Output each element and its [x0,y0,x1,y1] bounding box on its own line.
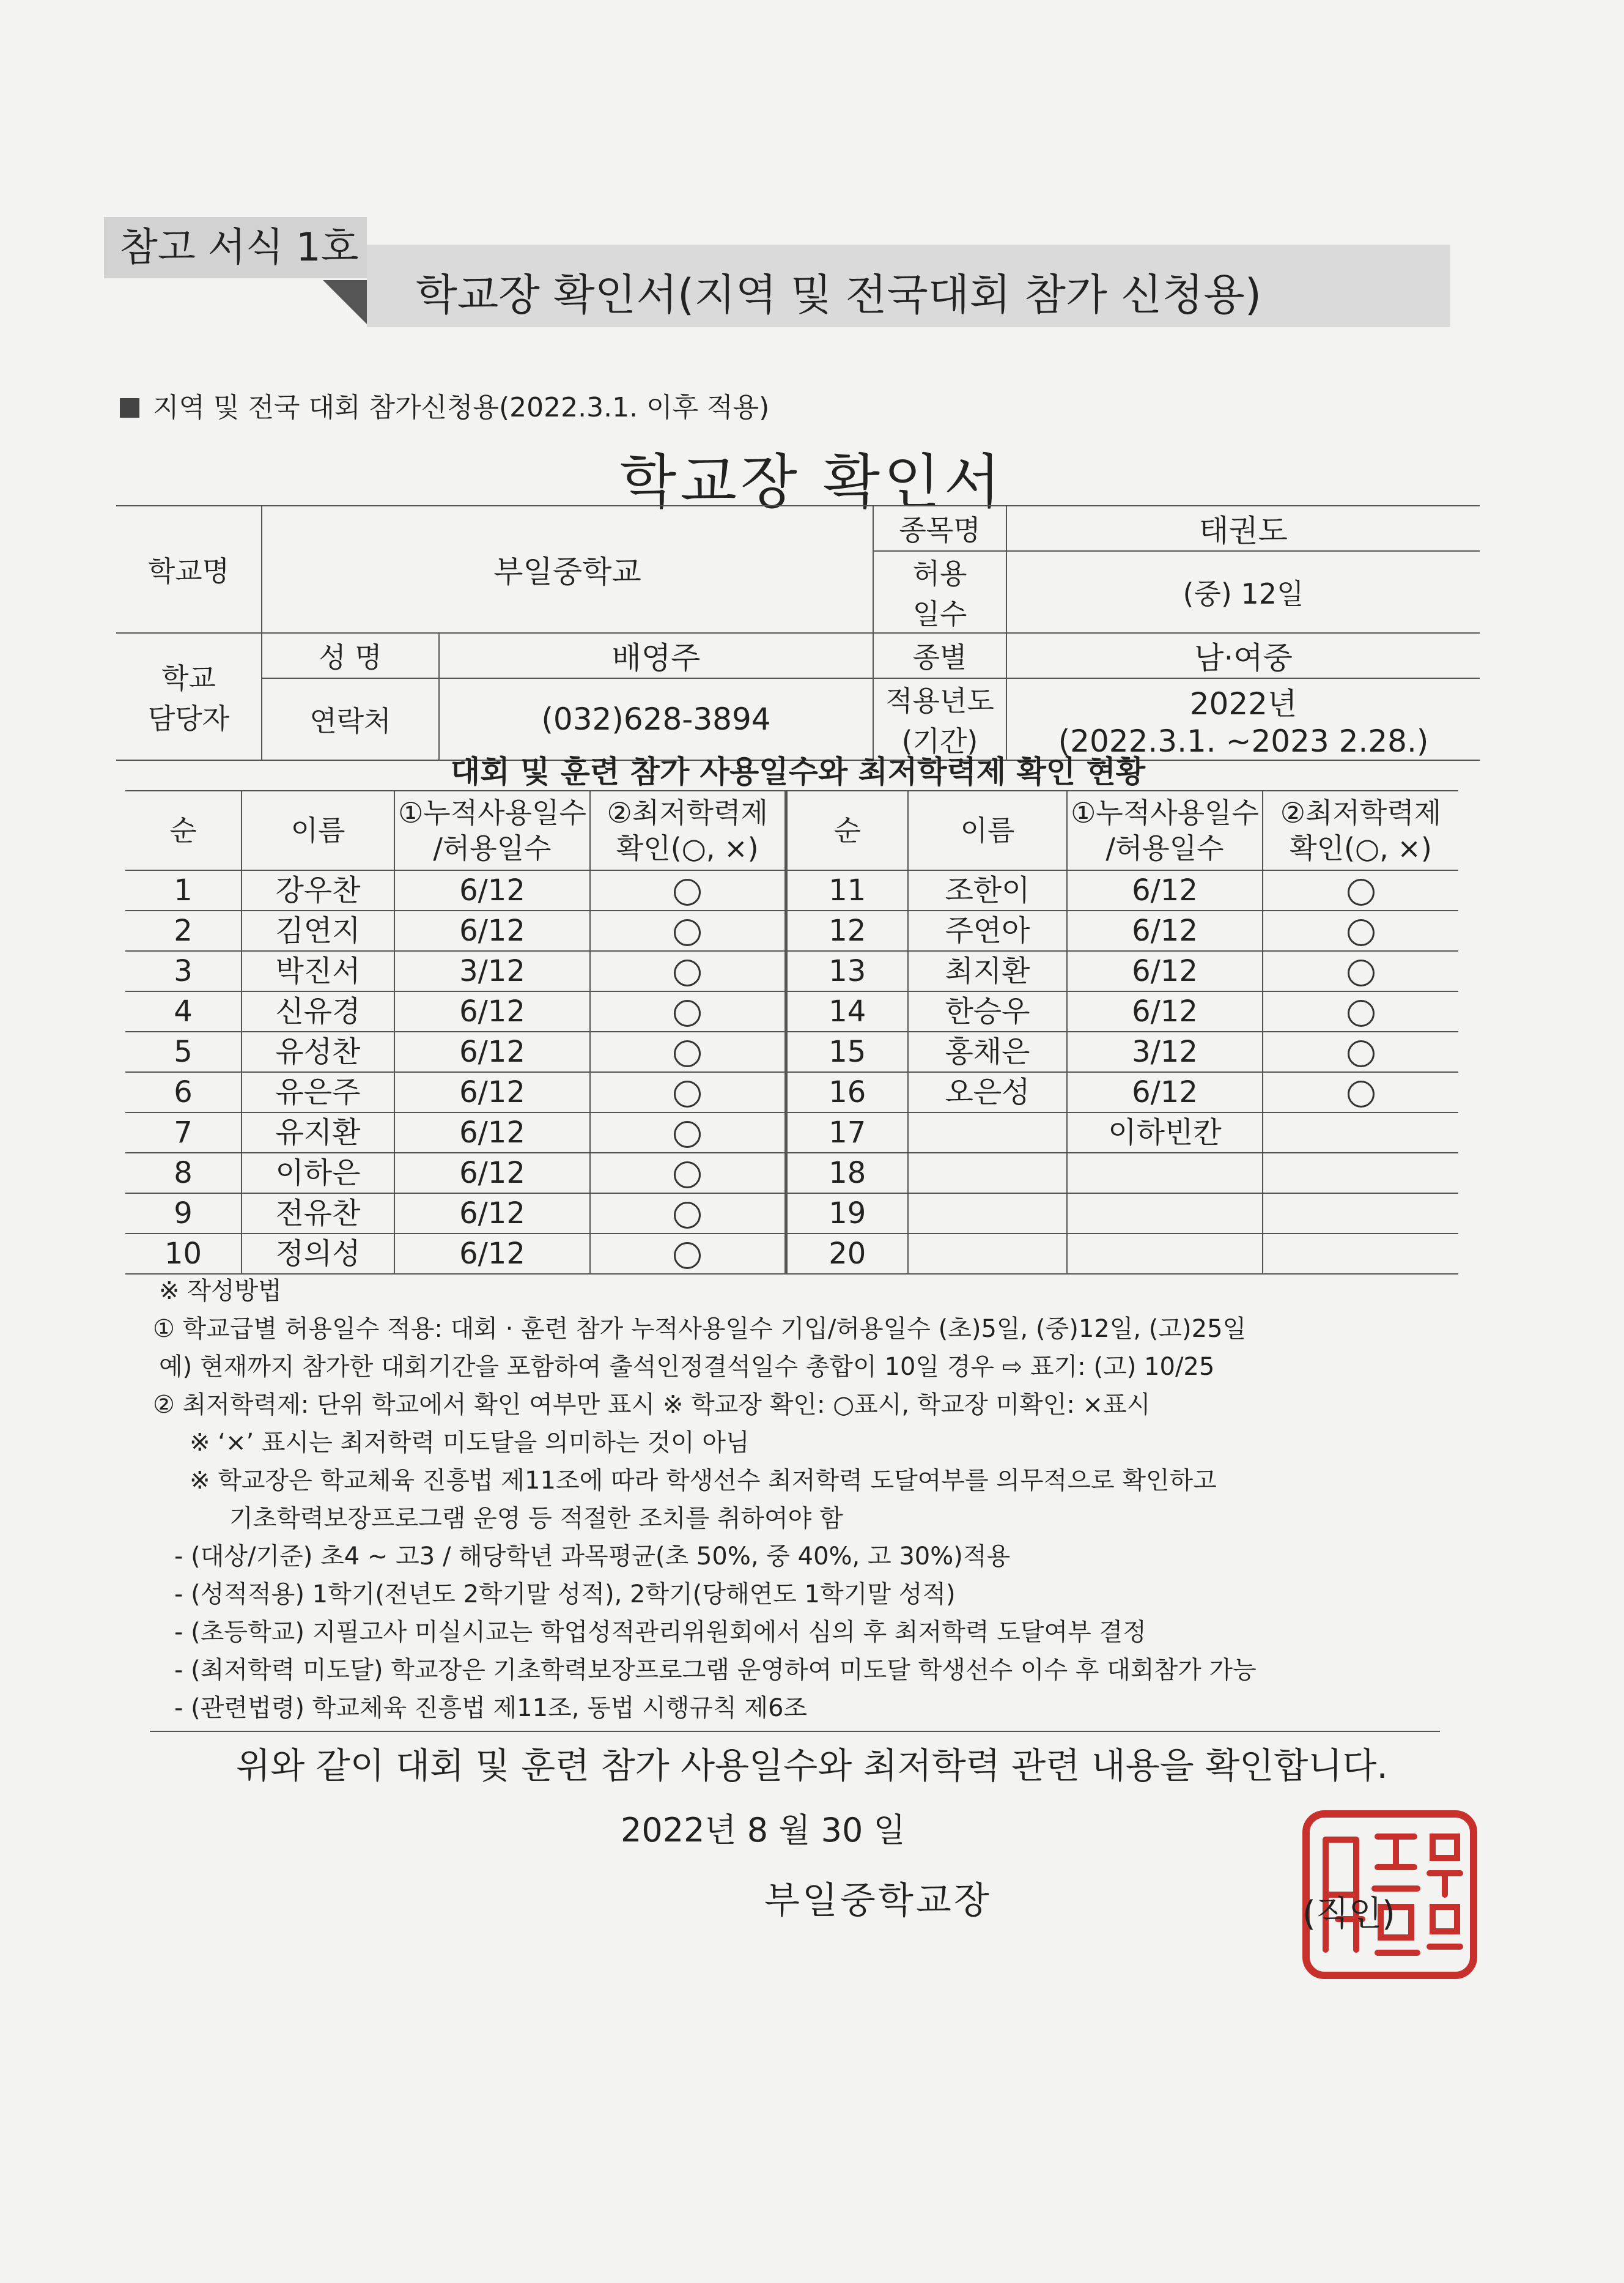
academic-check [1263,1193,1458,1234]
days-used: 3/12 [394,951,590,991]
academic-check [590,1072,786,1112]
event-label: 종목명 [873,506,1006,551]
academic-check [1263,951,1458,991]
days-used [1067,1234,1263,1274]
row-number: 10 [125,1234,242,1274]
days-used: 6/12 [394,870,590,911]
issue-date: 2022년 8 월 30 일 [621,1811,906,1849]
circle-mark-icon [674,960,701,986]
name-label: 성 명 [262,633,439,678]
days-used: 6/12 [1067,911,1263,951]
row-number: 20 [786,1234,908,1274]
row-number: 2 [125,911,242,951]
circle-mark-icon [674,1040,701,1067]
note-line: 기초학력보장프로그램 운영 등 적절한 조치를 취하여야 함 [229,1504,843,1533]
note-line: - (초등학교) 지필고사 미실시교는 학업성적관리위원회에서 심의 후 최저학력 도달여부 결정 [174,1618,1146,1646]
note-line: - (최저학력 미도달) 학교장은 기초학력보장프로그램 운영하여 미도달 학생선수 이수 후 대회참가 가능 [174,1656,1257,1684]
col-name: 이름 [908,791,1067,870]
allowed-days-value: (중) 12일 [1006,551,1480,633]
academic-check [590,1153,786,1193]
table-row [125,1112,1458,1153]
name-value: 배영주 [439,633,873,678]
col-no: 순 [125,791,242,870]
table-header-row [125,791,1458,870]
row-number: 8 [125,1153,242,1193]
row-number: 4 [125,991,242,1032]
period-label: 적용년도 (기간) [873,678,1006,760]
writing-instructions [153,1272,1516,1727]
days-used: 6/12 [394,1234,590,1274]
athlete-name: 박진서 [242,951,394,991]
days-used: 6/12 [1067,870,1263,911]
athlete-name [908,1234,1067,1274]
note-line: ※ 작성방법 [159,1277,282,1305]
athlete-name: 홍채은 [908,1032,1067,1072]
circle-mark-icon [674,1121,701,1148]
table-row [125,1234,1458,1274]
circle-mark-icon [674,1000,701,1027]
divider-line [150,1731,1440,1732]
athlete-name: 전유찬 [242,1193,394,1234]
table-row [125,911,1458,951]
form-title-bar [367,245,1450,327]
days-used: 3/12 [1067,1032,1263,1072]
row-number: 9 [125,1193,242,1234]
athlete-name: 주연아 [908,911,1067,951]
main-title: 학교장 확인서 [619,448,1005,516]
row-number: 15 [786,1032,908,1072]
gender-label: 종별 [873,633,1006,678]
row-number: 19 [786,1193,908,1234]
academic-check [1263,1112,1458,1153]
note-line: - (관련법령) 학교체육 진흥법 제11조, 동법 시행규칙 제6조 [174,1694,808,1722]
circle-mark-icon [1348,1000,1375,1027]
days-used: 6/12 [394,1112,590,1153]
note-line: - (성적적용) 1학기(전년도 2학기말 성적), 2학기(당해연도 1학기말 성적) [174,1580,956,1608]
note-line: 예) 현재까지 참가한 대회기간을 포함하여 출석인정결석일수 총합이 10일 경우 ⇨ 표기: (고) 10/25 [159,1353,1215,1381]
form-number-tag: 참고 서식 1호 [104,217,367,278]
athlete-name: 신유경 [242,991,394,1032]
row-number: 5 [125,1032,242,1072]
academic-check [1263,1032,1458,1072]
row-number: 16 [786,1072,908,1112]
col-academic: ②최저학력제 확인(○, ×) [1263,791,1458,870]
section-title: 대회 및 훈련 참가 사용일수와 최저학력제 확인 현황 [450,754,1146,790]
row-number: 13 [786,951,908,991]
form-title: 학교장 확인서(지역 및 전국대회 참가 신청용) [416,270,1262,320]
days-used: 6/12 [1067,951,1263,991]
table-row [125,1153,1458,1193]
athlete-name: 유지환 [242,1112,394,1153]
usage-note-text: 지역 및 전국 대회 참가신청용(2022.3.1. 이후 적용) [153,392,770,423]
row-number: 14 [786,991,908,1032]
athlete-name [908,1153,1067,1193]
school-info-table [116,505,1480,761]
academic-check [1263,870,1458,911]
academic-check [1263,1234,1458,1274]
contact-value: (032)628-3894 [439,678,873,760]
table-row [125,870,1458,911]
academic-check [1263,1072,1458,1112]
row-number: 11 [786,870,908,911]
days-used: 6/12 [394,991,590,1032]
days-used: 6/12 [394,1072,590,1112]
circle-mark-icon [674,1081,701,1108]
gender-value: 남·여중 [1006,633,1480,678]
row-number: 18 [786,1153,908,1193]
athlete-name: 오은성 [908,1072,1067,1112]
confirmation-statement: 위와 같이 대회 및 훈련 참가 사용일수와 최저학력 관련 내용을 확인합니다. [236,1745,1388,1786]
athlete-table [125,790,1458,1275]
principal-title: 부일중학교장 [764,1879,992,1922]
col-no: 순 [786,791,908,870]
days-used: 6/12 [394,911,590,951]
event-value: 태권도 [1006,506,1480,551]
square-bullet-icon [120,398,139,418]
row-number: 1 [125,870,242,911]
athlete-name: 강우찬 [242,870,394,911]
period-value: 2022년 (2022.3.1. ~2023 2.28.) [1006,678,1480,760]
row-number: 3 [125,951,242,991]
academic-check [590,991,786,1032]
row-number: 7 [125,1112,242,1153]
row-number: 6 [125,1072,242,1112]
school-value: 부일중학교 [262,506,873,633]
col-academic: ②최저학력제 확인(○, ×) [590,791,786,870]
academic-check [590,1032,786,1072]
tag-triangle-icon [323,280,367,324]
circle-mark-icon [1348,919,1375,946]
row-number: 12 [786,911,908,951]
athlete-name: 정의성 [242,1234,394,1274]
athlete-name: 한승우 [908,991,1067,1032]
academic-check [1263,1153,1458,1193]
circle-mark-icon [1348,879,1375,906]
table-row [125,991,1458,1032]
note-line: ※ 학교장은 학교체육 진흥법 제11조에 따라 학생선수 최저학력 도달여부를 의무적으로 확인하고 [190,1467,1217,1495]
athlete-name [908,1112,1067,1153]
days-used: 6/12 [1067,1072,1263,1112]
academic-check [590,1193,786,1234]
days-used: 6/12 [1067,991,1263,1032]
seal-label: (직인) [1302,1894,1395,1934]
days-used: 6/12 [394,1153,590,1193]
circle-mark-icon [674,879,701,906]
note-line: ② 최저학력제: 단위 학교에서 확인 여부만 표시 ※ 학교장 확인: ○표시, 학교장 미확인: ×표시 [153,1391,1151,1419]
academic-check [590,1234,786,1274]
academic-check [1263,991,1458,1032]
circle-mark-icon [674,919,701,946]
col-days: ①누적사용일수 /허용일수 [1067,791,1263,870]
circle-mark-icon [674,1161,701,1188]
athlete-name: 유성찬 [242,1032,394,1072]
table-row [125,1193,1458,1234]
athlete-name: 최지환 [908,951,1067,991]
athlete-name: 유은주 [242,1072,394,1112]
athlete-name: 김연지 [242,911,394,951]
days-used [1067,1193,1263,1234]
note-line: ※ ‘×’ 표시는 최저학력 미도달을 의미하는 것이 아님 [190,1429,750,1457]
school-label: 학교명 [116,506,262,633]
academic-check [1263,911,1458,951]
col-days: ①누적사용일수 /허용일수 [394,791,590,870]
usage-note [120,385,769,424]
academic-check [590,870,786,911]
circle-mark-icon [1348,1081,1375,1108]
days-used: 6/12 [394,1193,590,1234]
academic-check [590,1112,786,1153]
table-row [125,1032,1458,1072]
circle-mark-icon [1348,960,1375,986]
athlete-name: 이하은 [242,1153,394,1193]
contact-label: 연락처 [262,678,439,760]
athlete-name [908,1193,1067,1234]
circle-mark-icon [674,1202,701,1229]
circle-mark-icon [1348,1040,1375,1067]
table-row [125,1072,1458,1112]
row-number: 17 [786,1112,908,1153]
academic-check [590,911,786,951]
table-row [125,951,1458,991]
academic-check [590,951,786,991]
allowed-days-label: 허용 일수 [873,551,1006,633]
days-used: 6/12 [394,1032,590,1072]
days-used: 이하빈칸 [1067,1112,1263,1153]
manager-label: 학교 담당자 [116,633,262,760]
circle-mark-icon [674,1242,701,1269]
col-name: 이름 [242,791,394,870]
days-used [1067,1153,1263,1193]
note-line: - (대상/기준) 초4 ~ 고3 / 해당학년 과목평균(초 50%, 중 40%, 고 30%)적용 [174,1542,1011,1571]
athlete-name: 조한이 [908,870,1067,911]
note-line: ① 학교급별 허용일수 적용: 대회 · 훈련 참가 누적사용일수 기입/허용일수 (초)5일, (중)12일, (고)25일 [153,1315,1247,1343]
